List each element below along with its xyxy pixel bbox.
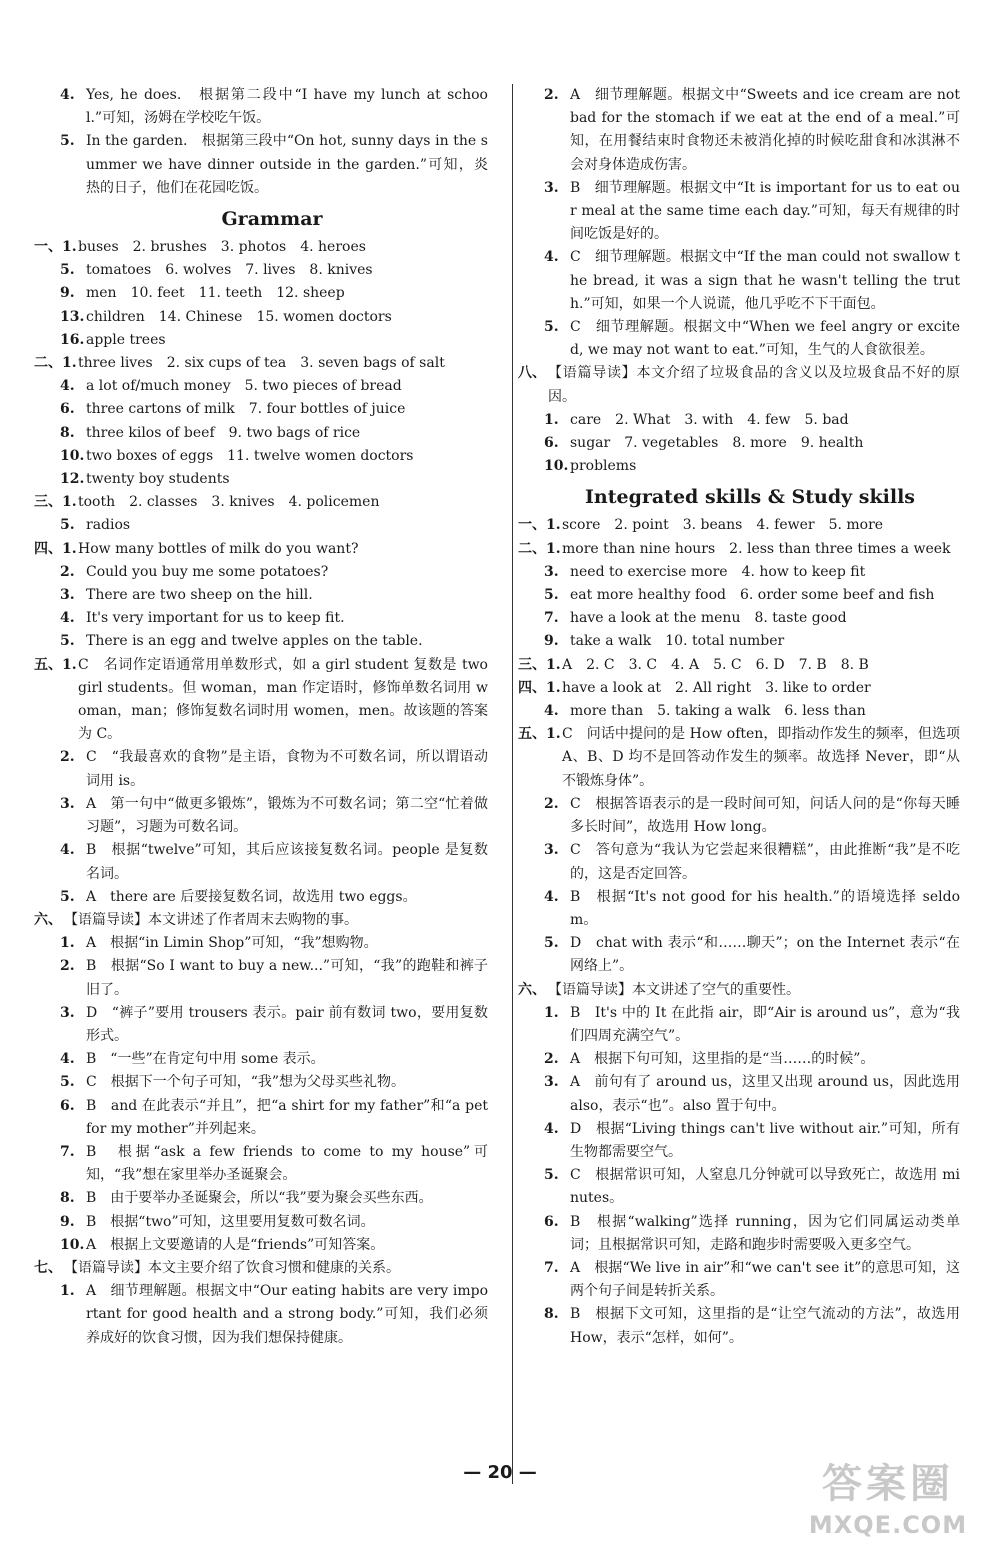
answer-item [540, 932, 960, 978]
answer-item [540, 700, 960, 723]
item-number: 3. [544, 179, 559, 196]
item-number: 1. [544, 1004, 559, 1021]
answer-item [540, 584, 960, 607]
item-number: 9. [60, 285, 75, 302]
item-number: 八、 [518, 365, 546, 382]
item-text: B “一些”在肯定句中用 some 表示。 [86, 1051, 325, 1068]
item-text: A 前句有了 around us，这里又出现 around us，因此选用 also，表示“也”。also 置于句中。 [570, 1074, 960, 1114]
item-number: 5. [544, 319, 559, 336]
item-text: B 根据下文可知，这里指的是“让空气流动的方法”，故选用 How，表示“怎样，如何”。 [570, 1306, 960, 1346]
section-heading: Grammar [221, 208, 323, 231]
answer-item [56, 1002, 488, 1048]
item-text: There are two sheep on the hill. [86, 587, 313, 604]
answer-item [540, 1118, 960, 1164]
item-number: 一、1. [34, 239, 77, 256]
item-text: C 细节理解题。根据文中“If the man could not swallow the bread, it was a sign that he wasn't telling the truth.”可知，如果一个人说谎，他几乎吃不下干面包。 [570, 249, 960, 312]
item-number: 6. [544, 1213, 559, 1230]
answer-item [56, 1211, 488, 1234]
item-text: need to exercise more 4. how to keep fit [570, 563, 866, 580]
item-text: C 根据常识可知，人窒息几分钟就可以导致死亡，故选用 minutes。 [570, 1167, 960, 1207]
item-text: men 10. feet 11. teeth 12. sheep [86, 285, 345, 302]
answer-item [56, 1048, 488, 1071]
answer-item [56, 282, 488, 305]
item-text: sugar 7. vegetables 8. more 9. health [570, 435, 864, 452]
answer-item [34, 352, 488, 375]
item-text: B 根据“two”可知，这里要用复数可数名词。 [86, 1213, 375, 1230]
page-number: — 20 — [463, 1462, 537, 1483]
item-text: buses 2. brushes 3. photos 4. heroes [78, 239, 366, 256]
item-number: 五、1. [34, 656, 77, 673]
item-text: D 根据“Living things can't live without air.”可知，所有生物都需要空气。 [570, 1120, 960, 1160]
item-text: C 细节理解题。根据文中“When we feel angry or excited, we may not want to eat.”可知，生气的人食欲很差。 [570, 319, 960, 359]
answer-item [518, 654, 960, 677]
item-text: eat more healthy food 6. order some beef and fish [570, 587, 935, 604]
item-text: 【语篇导读】本文讲述了空气的重要性。 [548, 981, 800, 998]
item-number: 二、1. [518, 540, 561, 557]
item-text: tomatoes 6. wolves 7. lives 8. knives [86, 262, 373, 279]
item-text: C 问话中提问的是 How often，即指动作发生的频率，但选项 A、B、D 均不是回答动作发生的频率。故选择 Never，即“从不锻炼身体”。 [562, 726, 960, 789]
answer-item [34, 491, 488, 514]
item-text: apple trees [86, 331, 166, 348]
answer-item [540, 84, 960, 177]
item-text: more than nine hours 2. less than three times a week [562, 540, 951, 557]
item-number: 9. [60, 1213, 75, 1230]
item-text: have a look at the menu 8. taste good [570, 610, 847, 627]
answer-item [56, 445, 488, 468]
item-number: 8. [544, 1306, 559, 1323]
item-number: 七、 [34, 1259, 62, 1276]
answer-item [56, 955, 488, 1001]
left-column [34, 84, 488, 1350]
answer-item [540, 561, 960, 584]
item-number: 6. [60, 401, 75, 418]
item-number: 6. [544, 435, 559, 452]
item-number: 六、 [34, 911, 62, 928]
item-number: 4. [60, 610, 75, 627]
answer-item [540, 246, 960, 316]
item-number: 7. [544, 610, 559, 627]
item-text: B 细节理解题。根据文中“It is important for us to eat our meal at the same time each day.”可知，每天有规律的时间吃饭是好的。 [570, 179, 960, 243]
answer-item [518, 514, 960, 537]
item-number: 4. [60, 378, 75, 395]
answer-item [56, 422, 488, 445]
item-text: C “我最喜欢的食物”是主语，食物为不可数名词，所以谓语动词用 is。 [86, 749, 488, 789]
answer-item [540, 1257, 960, 1303]
item-number: 3. [60, 795, 75, 812]
answer-item [518, 723, 960, 793]
item-number: 三、1. [518, 656, 561, 673]
answer-item [540, 432, 960, 455]
answer-item [56, 1280, 488, 1350]
item-text: A 2. C 3. C 4. A 5. C 6. D 7. B 8. B [562, 656, 869, 673]
item-number: 5. [60, 633, 75, 650]
item-number: 四、1. [34, 540, 77, 557]
item-text: How many bottles of milk do you want? [78, 540, 359, 557]
item-text: A 第一句中“做更多锻炼”，锻炼为不可数名词；第二空“忙着做习题”，习题为可数名词。 [86, 795, 488, 836]
item-text: B 根据“It's not good for his health.”的语境选择 seldom。 [570, 888, 960, 928]
item-number: 4. [60, 87, 75, 103]
answer-item [540, 1164, 960, 1210]
answer-item [56, 932, 488, 955]
item-number: 10. [60, 1236, 85, 1253]
answer-item [540, 409, 960, 432]
item-number: 四、1. [518, 679, 561, 696]
answer-item [56, 84, 488, 130]
item-number: 5. [60, 133, 75, 150]
item-number: 13. [60, 308, 85, 325]
item-text: three kilos of beef 9. two bags of rice [86, 424, 361, 441]
item-text: B 根据“walking”选择 running，因为它们同属运动类单词；且根据常识可知，走路和跑步时需要吸入更多空气。 [570, 1213, 960, 1253]
item-text: take a walk 10. total number [570, 633, 785, 650]
item-number: 3. [544, 563, 559, 580]
item-number: 5. [544, 587, 559, 604]
answer-item [56, 746, 488, 792]
answer-item [56, 1234, 488, 1257]
item-text: 【语篇导读】本文主要介绍了饮食习惯和健康的关系。 [64, 1259, 400, 1276]
item-number: 4. [544, 1120, 559, 1137]
item-number: 2. [60, 749, 75, 766]
item-number: 五、1. [518, 726, 561, 743]
answer-item [56, 375, 488, 398]
answer-item [56, 259, 488, 282]
answer-item [56, 839, 488, 885]
answer-item [540, 455, 960, 478]
answer-item [56, 329, 488, 352]
item-text: more than 5. taking a walk 6. less than [570, 703, 866, 720]
answer-item [56, 793, 488, 839]
item-number: 12. [60, 471, 85, 488]
item-number: 10. [60, 447, 85, 464]
answer-item [56, 584, 488, 607]
answer-item [540, 839, 960, 885]
answer-item [34, 236, 488, 259]
item-number: 9. [544, 633, 559, 650]
answer-item [56, 607, 488, 630]
item-text: problems [570, 458, 637, 475]
answer-item [540, 1211, 960, 1257]
item-number: 2. [544, 795, 559, 812]
answer-item [56, 468, 488, 491]
item-number: 4. [544, 249, 559, 266]
item-number: 一、1. [518, 517, 561, 534]
item-text: There is an egg and twelve apples on the table. [86, 633, 423, 650]
answer-item [56, 306, 488, 329]
item-number: 3. [60, 1004, 75, 1021]
item-number: 7. [544, 1259, 559, 1276]
answer-item [540, 886, 960, 932]
item-text: care 2. What 3. with 4. few 5. bad [570, 411, 849, 428]
item-number: 六、 [518, 981, 546, 998]
item-text: C 名词作定语通常用单数形式，如 a girl student 复数是 two girl students。但 woman，man 作定语时，修饰单数名词用 woman，man；修饰复数名词时用 women，men。故该题的答案为 C。 [78, 656, 488, 743]
answer-item [540, 607, 960, 630]
item-text: children 14. Chinese 15. women doctors [86, 308, 392, 325]
item-text: Yes, he does. 根据第二段中“I have my lunch at school.”可知，汤姆在学校吃午饭。 [86, 87, 488, 127]
item-number: 8. [60, 1190, 75, 1207]
item-text: In the garden. 根据第三段中“On hot, sunny days in the summer we have dinner outside in the garden.”可知，炎热的日子，他们在花园吃饭。 [86, 133, 488, 196]
item-number: 2. [60, 958, 75, 975]
answer-item [56, 1187, 488, 1210]
item-number: 4. [544, 888, 559, 905]
answer-item [540, 1071, 960, 1117]
item-number: 1. [60, 935, 75, 952]
item-text: D chat with 表示“和……聊天”；on the Internet 表示“在网络上”。 [570, 935, 960, 975]
watermark-glyph: 答案圈 [822, 1461, 954, 1507]
item-text: A 细节理解题。根据文中“Sweets and ice cream are not bad for the stomach if we eat at the end of a meal.”可知，在用餐结束时食物还未被消化掉的时候吃甜食和冰淇淋不会对身体造成伤害。 [570, 87, 960, 173]
item-number: 1. [544, 411, 559, 428]
item-text: A 根据“We live in air”和“we can't see it”的意思可知，这两个句子间是转折关系。 [570, 1259, 960, 1300]
item-text: B 根据“So I want to buy a new...”可知，“我”的跑鞋和裤子旧了。 [86, 958, 488, 998]
item-number: 2. [544, 87, 559, 103]
answer-item [56, 514, 488, 537]
item-text: a lot of/much money 5. two pieces of bread [86, 378, 402, 395]
item-text: B and 在此表示“并且”，把“a shirt for my father”和“a pet for my mother”并列起来。 [86, 1097, 488, 1137]
item-number: 1. [60, 1283, 75, 1300]
item-text: Could you buy me some potatoes? [86, 563, 329, 580]
answer-item [56, 1095, 488, 1141]
watermark-logo [788, 1457, 988, 1549]
item-text: B It's 中的 It 在此指 air，即“Air is around us”，意为“我们四周充满空气”。 [570, 1004, 960, 1044]
item-number: 6. [60, 1097, 75, 1114]
item-number: 5. [60, 888, 75, 905]
item-text: A 根据上文要邀请的人是“friends”可知答案。 [86, 1236, 385, 1253]
item-number: 10. [544, 458, 569, 475]
item-number: 4. [60, 1051, 75, 1068]
answer-item [540, 177, 960, 247]
item-number: 三、1. [34, 494, 77, 511]
answer-item [34, 538, 488, 561]
answer-item [34, 654, 488, 747]
item-number: 4. [60, 842, 75, 859]
item-text: B 根据“twelve”可知，其后应该接复数名词。people 是复数名词。 [86, 842, 488, 882]
answer-item [540, 630, 960, 653]
item-text: radios [86, 517, 131, 534]
item-text: B 由于要举办圣诞聚会，所以“我”要为聚会买些东西。 [86, 1190, 433, 1207]
item-number: 16. [60, 331, 85, 348]
item-number: 4. [544, 703, 559, 720]
item-text: twenty boy students [86, 471, 230, 488]
item-number: 5. [60, 1074, 75, 1091]
item-text: C 根据答语表示的是一段时间可知，问话人问的是“你每天睡多长时间”，故选用 How long。 [570, 795, 960, 836]
item-number: 3. [60, 587, 75, 604]
item-text: three cartons of milk 7. four bottles of juice [86, 401, 406, 418]
answer-item [540, 1002, 960, 1048]
item-text: tooth 2. classes 3. knives 4. policemen [78, 494, 380, 511]
section-heading: Integrated skills & Study skills [585, 486, 915, 509]
answer-item [518, 538, 960, 561]
answer-item [56, 886, 488, 909]
item-number: 2. [544, 1051, 559, 1068]
item-text: C 答句意为“我认为它尝起来很糟糕”，由此推断“我”是不吃的，这是否定回答。 [570, 842, 960, 882]
item-number: 5. [60, 262, 75, 279]
item-text: A 根据“in Limin Shop”可知，“我”想购物。 [86, 935, 378, 952]
item-number: 二、1. [34, 355, 77, 372]
item-number: 8. [60, 424, 75, 441]
item-text: 【语篇导读】本文介绍了垃圾食品的含义以及垃圾食品不好的原因。 [548, 365, 960, 405]
answer-item [34, 909, 488, 932]
item-number: 2. [60, 563, 75, 580]
item-text: B 根据“ask a few friends to come to my house”可知，“我”想在家里举办圣诞聚会。 [86, 1143, 488, 1184]
right-column [518, 84, 960, 1350]
answer-item [56, 561, 488, 584]
item-text: It's very important for us to keep fit. [86, 610, 345, 627]
item-text: A there are 后要接复数名词，故选用 two eggs。 [86, 888, 417, 905]
answer-item [56, 398, 488, 421]
item-number: 3. [544, 842, 559, 859]
item-text: three lives 2. six cups of tea 3. seven bags of salt [78, 355, 445, 372]
item-text: A 根据下句可知，这里指的是“当……的时候”。 [570, 1051, 875, 1068]
answer-item [540, 793, 960, 839]
answer-item [540, 316, 960, 362]
item-number: 5. [544, 1167, 559, 1184]
item-text: D “裤子”要用 trousers 表示。pair 前有数词 two，要用复数形式。 [86, 1004, 488, 1044]
item-text: two boxes of eggs 11. twelve women doctors [86, 447, 414, 464]
item-number: 5. [60, 517, 75, 534]
answer-item [56, 630, 488, 653]
item-text: have a look at 2. All right 3. like to order [562, 679, 871, 696]
item-text: A 细节理解题。根据文中“Our eating habits are very important for good health and a strong body.”可知，我们必须养成好的饮食习惯，因为我们想保持健康。 [86, 1283, 488, 1346]
item-number: 3. [544, 1074, 559, 1091]
answer-item [56, 1141, 488, 1187]
answer-item [540, 1303, 960, 1349]
item-text: C 根据下一个句子可知，“我”想为父母买些礼物。 [86, 1074, 406, 1091]
item-number: 7. [60, 1143, 75, 1160]
answer-item [56, 130, 488, 200]
answer-item [540, 1048, 960, 1071]
item-text: score 2. point 3. beans 4. fewer 5. more [562, 517, 884, 534]
item-text: 【语篇导读】本文讲述了作者周末去购物的事。 [64, 911, 358, 928]
answer-item [56, 1071, 488, 1094]
item-number: 5. [544, 935, 559, 952]
answer-item [518, 677, 960, 700]
answer-item [34, 1257, 488, 1280]
column-divider [512, 84, 513, 1484]
answer-item [518, 979, 960, 1002]
watermark-domain: MXQE.COM [808, 1511, 968, 1539]
answer-item [518, 362, 960, 408]
